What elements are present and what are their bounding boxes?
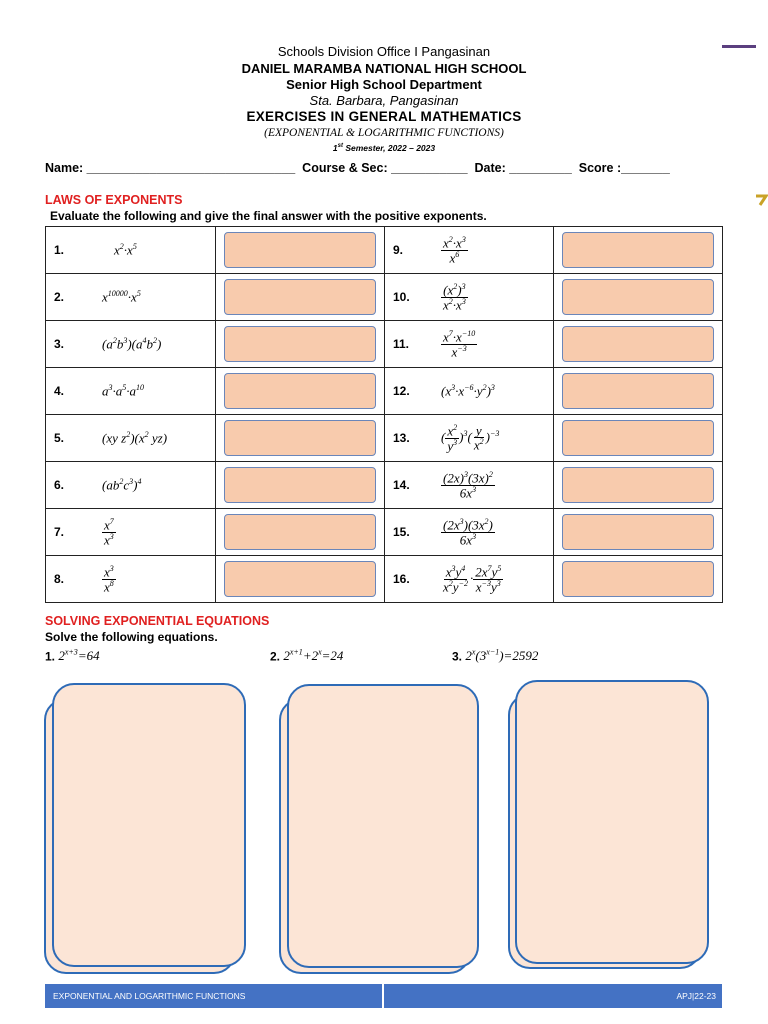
- expression: $(ab^2c^3)^4$: [102, 476, 142, 493]
- item-label: 6.: [54, 478, 65, 492]
- table-row: [46, 509, 723, 556]
- school-location: Sta. Barbara, Pangasinan: [309, 93, 459, 108]
- footer-bar: [45, 984, 722, 1008]
- item-label: 4.: [54, 384, 65, 398]
- answer-box[interactable]: [562, 279, 714, 315]
- expression: $x^{10000}\cdot x^5$: [102, 288, 141, 305]
- equations-heading: SOLVING EXPONENTIAL EQUATIONS: [45, 614, 270, 628]
- work-box-3[interactable]: [515, 680, 709, 964]
- expression: $\frac{(2x^3)(3x^2)}{6x^3}$: [443, 516, 493, 547]
- work-box-2[interactable]: [287, 684, 479, 968]
- item-label: 2.: [54, 290, 65, 304]
- semester-line: 1st Semester, 2022 – 2023: [332, 143, 436, 153]
- item-label: 12.: [393, 384, 410, 398]
- item-label: 13.: [393, 431, 410, 445]
- equation-3: 3. $2^x(3^{x-1})=2592$: [452, 648, 539, 664]
- answer-box[interactable]: [562, 420, 714, 456]
- equation-1: 1. $2^{x+3}=64$: [45, 648, 100, 664]
- answer-box[interactable]: [562, 514, 714, 550]
- expression: $\frac{x^7}{x^3}$: [104, 516, 114, 547]
- answer-box[interactable]: [224, 467, 376, 503]
- answer-box[interactable]: [562, 232, 714, 268]
- expression: ( $\frac{x^2}{y^3}$ )$^3$( $\frac{y}{x^2}$ )$^{-3}$: [441, 422, 500, 453]
- item-label: 10.: [393, 290, 410, 304]
- answer-box[interactable]: [562, 561, 714, 597]
- office-name: Schools Division Office I Pangasinan: [277, 44, 491, 59]
- table-row: [46, 462, 723, 509]
- student-info-line[interactable]: Name: ______________________________ Course & Sec: ___________ Date: _________ Score :_______: [45, 161, 670, 175]
- item-label: 7.: [54, 525, 65, 539]
- item-label: 16.: [393, 572, 410, 586]
- equation-2: 2. $2^{x+1}+2^x=24$: [270, 648, 344, 664]
- answer-box[interactable]: [562, 467, 714, 503]
- expression: $\frac{x^7\cdot x^{-10}}{x^{-3}}$: [443, 328, 476, 359]
- answer-box[interactable]: [562, 326, 714, 362]
- equations-instruction: Solve the following equations.: [45, 630, 218, 644]
- expression: $x^2\cdot x^5$: [114, 241, 137, 258]
- table-row: [46, 274, 723, 321]
- exercise-table: [45, 226, 723, 603]
- expression: $(x^3\cdot x^{-6}\cdot y^2)^3$: [441, 382, 495, 399]
- table-row: [46, 321, 723, 368]
- laws-heading: LAWS OF EXPONENTS: [45, 193, 183, 207]
- expression: (xy $z^2)(x^2$ yz): [102, 429, 168, 446]
- table-row: [46, 415, 723, 462]
- expression: $\frac{x^3}{x^8}$: [104, 563, 114, 594]
- item-label: 3.: [54, 337, 65, 351]
- department-name: Senior High School Department: [286, 77, 482, 92]
- table-row: [46, 227, 723, 274]
- answer-box[interactable]: [224, 561, 376, 597]
- expression: $(a^2b^3)(a^4b^2)$: [102, 335, 162, 352]
- footer-divider: [382, 984, 384, 1008]
- item-label: 15.: [393, 525, 410, 539]
- item-label: 5.: [54, 431, 65, 445]
- answer-box[interactable]: [224, 326, 376, 362]
- page-title: EXERCISES IN GENERAL MATHEMATICS: [246, 109, 522, 124]
- expression: $\frac{x^2\cdot x^3}{x^6}$: [443, 234, 466, 265]
- item-label: 1.: [54, 243, 65, 257]
- item-label: 8.: [54, 572, 65, 586]
- work-box-1[interactable]: [52, 683, 246, 967]
- school-name: DANIEL MARAMBA NATIONAL HIGH SCHOOL: [241, 61, 527, 76]
- page-subtitle: (EXPONENTIAL & LOGARITHMIC FUNCTIONS): [264, 127, 504, 139]
- footer-left-text: EXPONENTIAL AND LOGARITHMIC FUNCTIONS: [53, 991, 246, 1001]
- answer-box[interactable]: [224, 279, 376, 315]
- answer-box[interactable]: [224, 232, 376, 268]
- table-row: [46, 556, 723, 603]
- accent-mark: [754, 193, 768, 207]
- expression: $\frac{(2x)^3(3x)^2}{6x^3}$: [443, 469, 493, 500]
- item-label: 11.: [393, 337, 410, 351]
- answer-box[interactable]: [562, 373, 714, 409]
- item-label: 14.: [393, 478, 410, 492]
- answer-box[interactable]: [224, 514, 376, 550]
- table-row: [46, 368, 723, 415]
- footer-right-text: APJ|22-23: [676, 991, 716, 1001]
- item-label: 9.: [393, 243, 404, 257]
- answer-box[interactable]: [224, 373, 376, 409]
- laws-instruction: Evaluate the following and give the final answer with the positive exponents.: [50, 209, 487, 223]
- answer-box[interactable]: [224, 420, 376, 456]
- expression: $a^3\cdot a^5\cdot a^{10}$: [102, 382, 144, 399]
- expression: $\frac{(x^2)^3}{x^2\cdot x^3}$: [443, 281, 466, 312]
- expression: $\frac{x^3y^4}{x^2y^{-2}}$ · $\frac{2x^7y^5}{x^{-3}y^3}$: [443, 563, 502, 594]
